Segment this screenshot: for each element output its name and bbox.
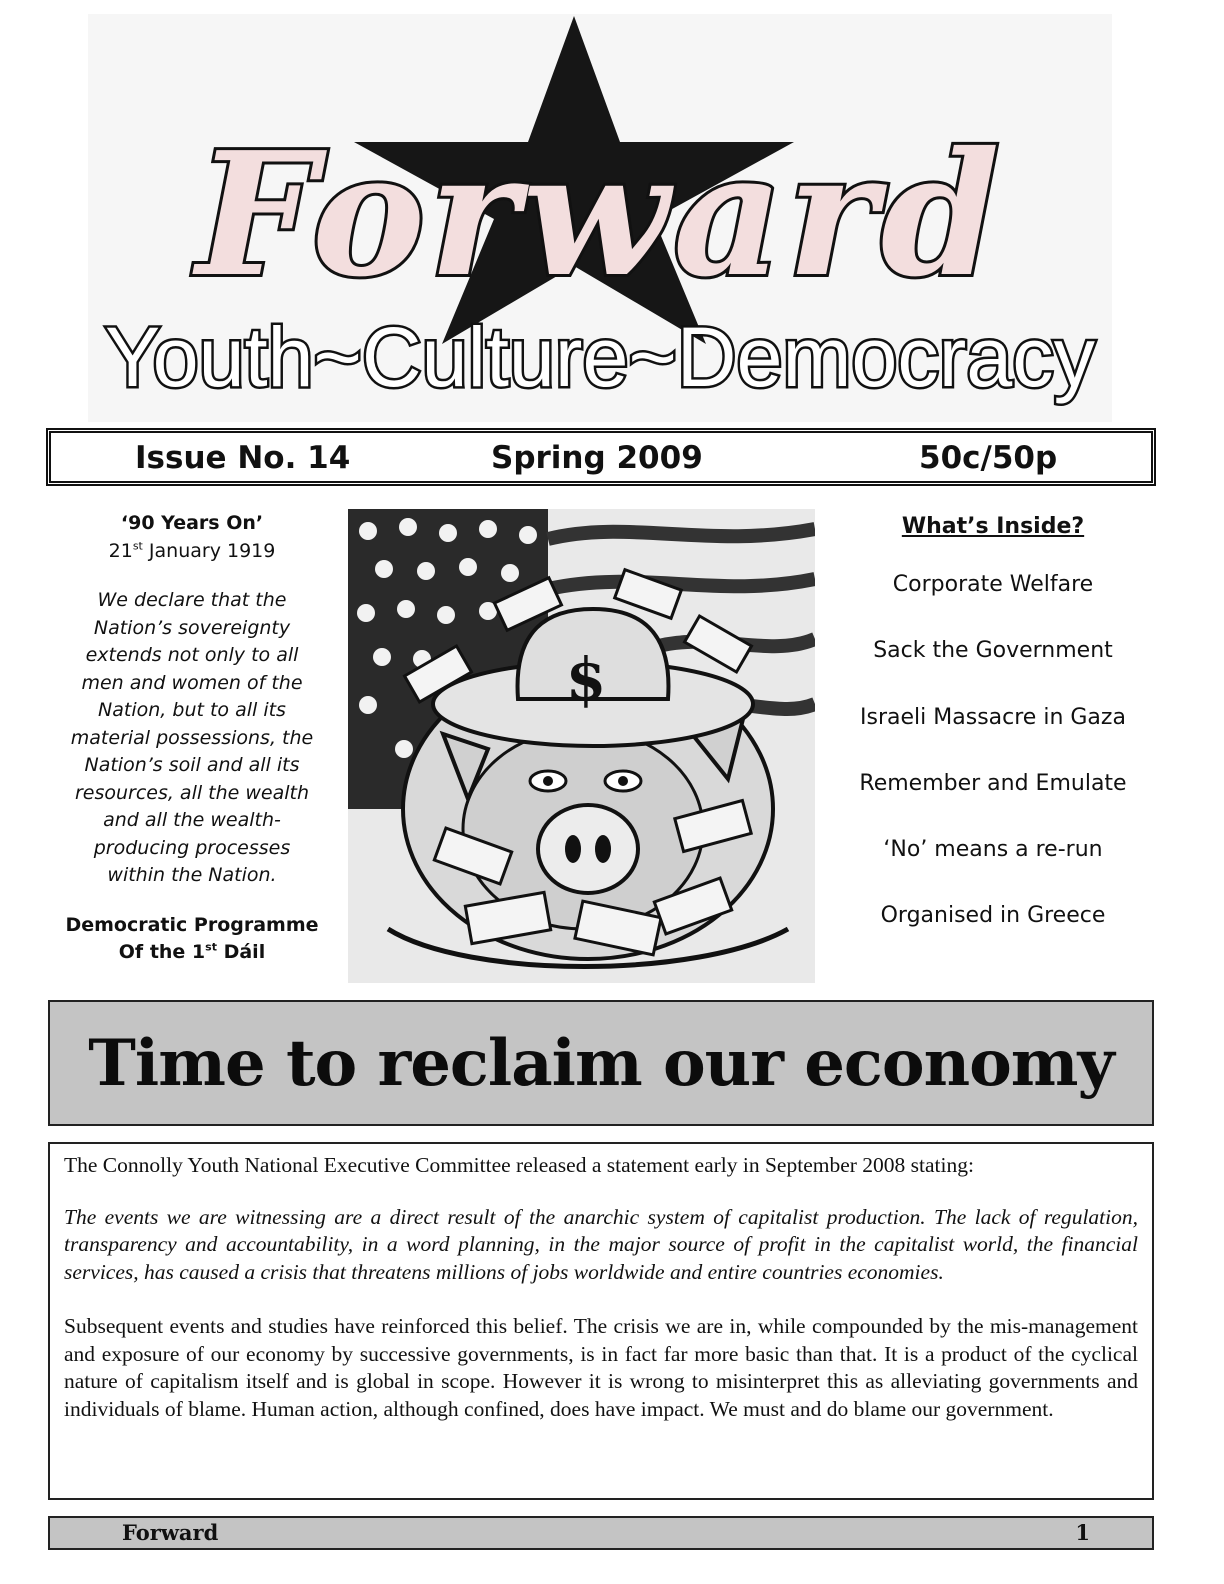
inside-item: Israeli Massacre in Gaza bbox=[860, 704, 1126, 730]
page-footer bbox=[48, 1516, 1154, 1550]
source-end: Dáil bbox=[216, 940, 266, 963]
source-line-1: Democratic Programme bbox=[65, 913, 319, 936]
quote-text: We declare that the Nation’s sovereignty extends not only to all men and women of the Nation, but to all its material possessions, the Nation’s soil and all its resources, all the wealth and all the wealth-producing processes within the Nation. bbox=[70, 589, 314, 886]
date-suffix: st bbox=[132, 539, 143, 553]
whats-inside-title: What’s Inside? bbox=[901, 514, 1085, 539]
quote-source bbox=[62, 912, 322, 966]
hat-dollar-sign: $ bbox=[565, 645, 607, 713]
masthead-title: Forward bbox=[196, 115, 1004, 315]
masthead-tagline: Youth~Culture~Democracy bbox=[105, 310, 1095, 404]
inside-item: Remember and Emulate bbox=[859, 770, 1127, 796]
inside-item: Sack the Government bbox=[873, 638, 1113, 664]
quote-date bbox=[62, 538, 322, 566]
masthead-logo bbox=[88, 14, 1112, 422]
inside-item: ‘No’ means a re-run bbox=[883, 837, 1103, 863]
inside-item: Organised in Greece bbox=[880, 903, 1106, 929]
quote-title: ‘90 Years On’ bbox=[120, 512, 264, 534]
footer-title: Forward bbox=[122, 1520, 219, 1545]
article-intro: The Connolly Youth National Executive Committee released a statement early in September 2008 stating: bbox=[64, 1153, 974, 1177]
source-suffix: st bbox=[205, 940, 217, 954]
source-line-2 bbox=[62, 939, 322, 966]
issue-season: Spring 2009 bbox=[491, 440, 703, 476]
issue-number: Issue No. 14 bbox=[135, 440, 351, 476]
article-body: Subsequent events and studies have reinforced this belief. The crisis we are in, while compounded by the mis-management and exposure of our economy by successive governments, is in fact far more basic than that. It is a product of the cyclical nature of capitalism itself and is global in scope. However it is wrong to misinterpret this as alleviating governments and individuals of blame. Human action, although confined, does have impact. We must and do blame our government. bbox=[64, 1314, 1138, 1421]
headline: Time to reclaim our economy bbox=[88, 1025, 1114, 1101]
issue-price: 50c/50p bbox=[919, 440, 1058, 476]
date-day: 21 bbox=[108, 539, 133, 562]
date-rest: January 1919 bbox=[142, 539, 276, 562]
pig-cartoon-illustration bbox=[348, 509, 815, 983]
masthead bbox=[88, 14, 1112, 422]
whats-inside-column bbox=[840, 512, 1146, 968]
source-prefix: Of the 1 bbox=[118, 940, 206, 963]
article-box bbox=[48, 1142, 1154, 1500]
article-statement: The events we are witnessing are a direct result of the anarchic system of capitalist production. The lack of regulation, transparency and accountability, in a word planning, in the major source of profit in the capitalist world, the financial services, has caused a crisis that threatens millions of jobs worldwide and entire countries economies. bbox=[64, 1204, 1138, 1284]
issue-bar bbox=[46, 428, 1156, 486]
page-number: 1 bbox=[1075, 1520, 1090, 1545]
headline-box bbox=[48, 1000, 1154, 1126]
quote-column bbox=[62, 510, 322, 966]
inside-item: Corporate Welfare bbox=[892, 572, 1094, 597]
cartoon-image bbox=[348, 509, 815, 983]
